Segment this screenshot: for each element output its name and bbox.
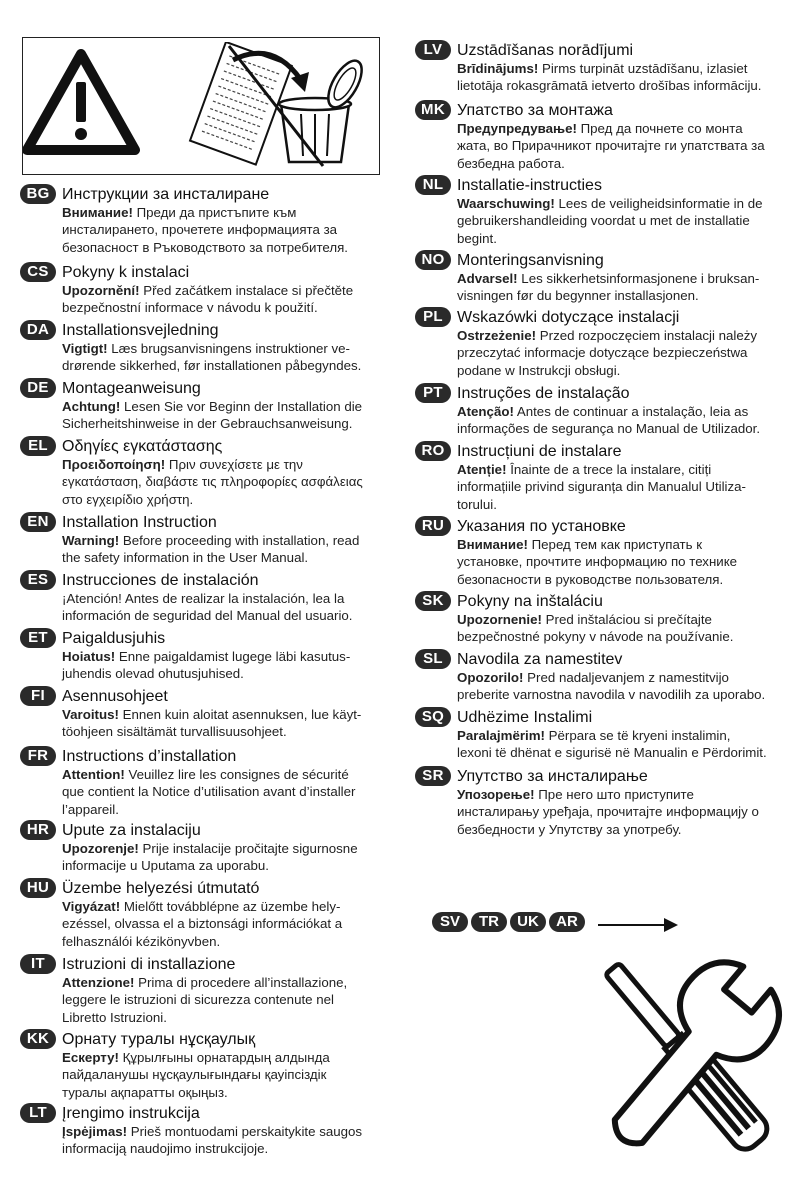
instruction-line-text: безбедна работа. bbox=[457, 155, 565, 171]
instruction-line bbox=[62, 491, 363, 508]
instruction-line-text: Libretto Istruzioni. bbox=[62, 1009, 167, 1025]
warning-word: Ескерту! bbox=[62, 1050, 119, 1065]
instruction-text bbox=[62, 590, 353, 625]
instruction-title: Указания по установке bbox=[457, 518, 626, 535]
instruction-line bbox=[457, 403, 760, 420]
instruction-text bbox=[457, 60, 762, 95]
instruction-line-text: torului. bbox=[457, 496, 497, 512]
instruction-text bbox=[62, 532, 359, 567]
language-badge: NL bbox=[415, 175, 451, 195]
instruction-line bbox=[62, 221, 348, 238]
instruction-text bbox=[457, 727, 767, 762]
instruction-line-text: Pred nadaljevanjem z namestitvijo bbox=[523, 670, 729, 685]
instruction-text bbox=[457, 403, 760, 438]
instruction-line-text: leggere le istruzioni di sicurezza contenute nel bbox=[62, 992, 335, 1008]
instruction-title: Įrengimo instrukcija bbox=[62, 1105, 200, 1122]
instruction-line bbox=[457, 77, 762, 94]
instruction-line-text: visningen før du begynner installasjonen. bbox=[457, 288, 699, 304]
instruction-line bbox=[457, 195, 763, 212]
language-badge: NO bbox=[415, 250, 451, 270]
instruction-text bbox=[62, 706, 361, 741]
instruction-line bbox=[62, 239, 348, 256]
instruction-line bbox=[62, 1066, 330, 1083]
instruction-line bbox=[457, 727, 767, 744]
instruction-line-text: felhasználói kézikönyvben. bbox=[62, 933, 221, 949]
instruction-line-text: Përpara se të kryeni instalimin, bbox=[544, 728, 731, 743]
instruction-line bbox=[457, 821, 759, 838]
warning-word: Advarsel! bbox=[457, 271, 518, 286]
instruction-title: Installation Instruction bbox=[62, 514, 217, 531]
warning-word: Atenție! bbox=[457, 462, 507, 477]
instruction-title: Installatie-instructies bbox=[457, 177, 602, 194]
instruction-line-text: begint. bbox=[457, 230, 497, 246]
instruction-title: Pokyny na inštaláciu bbox=[457, 593, 603, 610]
instruction-line bbox=[457, 536, 737, 553]
instruction-line-text: informacije u Uputama za uporabu. bbox=[62, 858, 269, 874]
instruction-line bbox=[62, 898, 342, 915]
instruction-text bbox=[62, 974, 347, 1026]
warning-word: Upozornenie! bbox=[457, 612, 542, 627]
instruction-title: Οδηγίες εγκατάστασης bbox=[62, 438, 223, 455]
other-languages-badges bbox=[432, 912, 588, 934]
instruction-line bbox=[62, 473, 363, 490]
language-badge: DA bbox=[20, 320, 56, 340]
warning-word: Упозорење! bbox=[457, 787, 535, 802]
instruction-line bbox=[457, 137, 765, 154]
instruction-line-text: туралы ақпаратты оқыңыз. bbox=[62, 1084, 228, 1100]
instruction-line-text: εγκατάσταση, διαβάστε τις πληροφορίες ασφάλειας bbox=[62, 474, 363, 490]
instruction-title: Asennusohjeet bbox=[62, 688, 168, 705]
instruction-line-text: Înainte de a trece la instalare, citiți bbox=[506, 462, 712, 477]
instruction-line-text: Pirms turpināt uzstādīšanu, izlasiet bbox=[538, 61, 748, 76]
language-badge: PL bbox=[415, 307, 451, 327]
instruction-text bbox=[457, 195, 763, 247]
instruction-line bbox=[62, 415, 362, 432]
instruction-line bbox=[457, 212, 763, 229]
instruction-line bbox=[62, 1123, 362, 1140]
instruction-title: Упутство за инсталирање bbox=[457, 768, 648, 785]
instruction-line-text: установке, прочтите информацию по технике bbox=[457, 554, 738, 570]
instruction-line bbox=[457, 270, 759, 287]
instruction-line bbox=[457, 60, 762, 77]
instruction-line bbox=[62, 991, 347, 1008]
instruction-text bbox=[457, 327, 757, 379]
instruction-text bbox=[457, 270, 759, 305]
instruction-line bbox=[62, 801, 355, 818]
instruction-line bbox=[62, 1084, 330, 1101]
instruction-line bbox=[62, 1009, 347, 1026]
instruction-line bbox=[62, 974, 347, 991]
warning-word: Предупредување! bbox=[457, 121, 577, 136]
instruction-text bbox=[62, 1049, 330, 1101]
instruction-line bbox=[62, 665, 350, 682]
instruction-text bbox=[62, 282, 353, 317]
instruction-line bbox=[62, 1140, 362, 1157]
instruction-line-text: безопасност в Ръководството за потребителя. bbox=[62, 239, 348, 255]
warning-word: Προειδοποίηση! bbox=[62, 457, 166, 472]
language-badge: PT bbox=[415, 383, 451, 403]
instruction-line-text: gebruikershandleiding voordat u met de installatie bbox=[457, 213, 750, 229]
instruction-line-text: Ennen kuin aloitat asennuksen, lue käyt- bbox=[118, 707, 362, 722]
instruction-line-text: Mielőtt továbblépne az üzembe hely- bbox=[120, 899, 341, 914]
instruction-line bbox=[457, 571, 737, 588]
warning-word: Внимание! bbox=[62, 205, 133, 220]
warning-word: Opozorilo! bbox=[457, 670, 524, 685]
instruction-text bbox=[62, 840, 358, 875]
instruction-line bbox=[457, 669, 765, 686]
warning-word: Įspėjimas! bbox=[62, 1124, 128, 1139]
instruction-line bbox=[62, 299, 353, 316]
instruction-line bbox=[62, 648, 350, 665]
instruction-line bbox=[457, 120, 765, 137]
language-badge: SR bbox=[415, 766, 451, 786]
instruction-line-text: podane w Instrukcji obsługi. bbox=[457, 362, 621, 378]
instruction-line-text: Pred inštaláciou si prečítajte bbox=[541, 612, 712, 627]
instruction-line bbox=[62, 204, 348, 221]
instruction-line-text: przeczytać informacje dotyczące bezpieczeństwa bbox=[457, 345, 748, 361]
instruction-line-text: Prije instalacije pročitajte sigurnosne bbox=[138, 841, 358, 856]
language-badge: IT bbox=[20, 954, 56, 974]
instruction-title: Udhëzime Instalimi bbox=[457, 709, 593, 726]
language-badge: SK bbox=[415, 591, 451, 611]
instruction-line-text: Læs brugsanvisningens instruktioner ve- bbox=[107, 341, 350, 356]
instruction-line bbox=[62, 398, 362, 415]
instruction-line bbox=[62, 706, 361, 723]
instruction-line bbox=[62, 607, 353, 624]
instruction-line bbox=[62, 532, 359, 549]
instruction-title: Paigaldusjuhis bbox=[62, 630, 166, 647]
instruction-line-text: Құрылғыны орнатардың алдында bbox=[118, 1050, 330, 1065]
instruction-line bbox=[457, 786, 759, 803]
instruction-title: Упатство за монтажа bbox=[457, 102, 613, 119]
language-badge: FI bbox=[20, 686, 56, 706]
instruction-line-text: informațiile privind siguranța din Manualul Utiliza- bbox=[457, 479, 746, 495]
instruction-line-text: Les sikkerhetsinformasjonene i bruksan- bbox=[517, 271, 760, 286]
instruction-line-text: the safety information in the User Manual. bbox=[62, 550, 309, 566]
warning-word: Upozornění! bbox=[62, 283, 140, 298]
instruction-line-text: Veuillez lire les consignes de sécurité bbox=[124, 767, 349, 782]
instruction-line-text: Prieš montuodami perskaitykite saugos bbox=[127, 1124, 363, 1139]
instruction-line bbox=[62, 282, 353, 299]
instruction-line-text: lietotāja rokasgrāmatā ietverto drošības informāciju. bbox=[457, 78, 762, 94]
instruction-line bbox=[62, 590, 353, 607]
manual-to-bin-icon bbox=[173, 42, 373, 172]
instruction-line-text: lexoni të dhënat e sigurisë në Manualin e Përdorimit. bbox=[457, 745, 767, 761]
warning-word: Upozorenje! bbox=[62, 841, 139, 856]
instruction-line-text: ¡Atención! Antes de realizar la instalación, lea la bbox=[62, 591, 345, 606]
instruction-line-text: bezpečnostní informace v návodu k použití. bbox=[62, 300, 318, 316]
instruction-line bbox=[62, 1049, 330, 1066]
language-badge: LV bbox=[415, 40, 451, 60]
instruction-line-text: пайдаланушы нұсқаулығындағы қауіпсіздік bbox=[62, 1067, 327, 1083]
instruction-text bbox=[62, 766, 355, 818]
instruction-text bbox=[62, 898, 342, 950]
instruction-text bbox=[457, 461, 746, 513]
instruction-line bbox=[457, 420, 760, 437]
instruction-text bbox=[457, 786, 759, 838]
instruction-line-text: безбедности у Упутству за употребу. bbox=[457, 821, 682, 837]
warning-word: Attention! bbox=[62, 767, 125, 782]
instruction-line bbox=[457, 686, 765, 703]
language-badge-ar: AR bbox=[549, 912, 585, 932]
instruction-line bbox=[62, 933, 342, 950]
instruction-title: Istruzioni di installazione bbox=[62, 956, 236, 973]
instruction-line-text: Lees de veiligheidsinformatie in de bbox=[554, 196, 763, 211]
instruction-line bbox=[62, 549, 359, 566]
instruction-line-text: preberite varnostna navodila v navodilih za uporabo. bbox=[457, 687, 766, 703]
warning-word: Ostrzeżenie! bbox=[457, 328, 537, 343]
language-badge: RU bbox=[415, 516, 451, 536]
warning-word: Brīdinājums! bbox=[457, 61, 539, 76]
instruction-title: Montageanweisung bbox=[62, 380, 201, 397]
language-badge: HU bbox=[20, 878, 56, 898]
instruction-line-text: Преди да пристъпите към bbox=[132, 205, 297, 220]
instruction-title: Instructions d’installation bbox=[62, 748, 237, 765]
instruction-line-text: инсталирању уређаја, прочитајте информацију о bbox=[457, 804, 759, 820]
instruction-line-text: que contient la Notice d’utilisation avant d’installer bbox=[62, 784, 356, 800]
instruction-line-text: informaciją naudojimo instrukcijoje. bbox=[62, 1141, 269, 1157]
instruction-line-text: Before proceeding with installation, read bbox=[119, 533, 360, 548]
instruction-line-text: l’appareil. bbox=[62, 801, 119, 817]
language-badge-sv: SV bbox=[432, 912, 468, 932]
instruction-line bbox=[457, 611, 733, 628]
instruction-title: Upute za instalaciju bbox=[62, 822, 201, 839]
warning-word: Waarschuwing! bbox=[457, 196, 555, 211]
warning-word: Warning! bbox=[62, 533, 120, 548]
instruction-line-text: ezéssel, olvassa el a biztonsági információkat a bbox=[62, 916, 343, 932]
instruction-line bbox=[62, 723, 361, 740]
warning-word: Vigyázat! bbox=[62, 899, 121, 914]
instruction-text bbox=[62, 456, 363, 508]
instruction-line bbox=[62, 857, 358, 874]
instruction-line bbox=[457, 744, 767, 761]
warning-word: Atenção! bbox=[457, 404, 514, 419]
instruction-line bbox=[62, 840, 358, 857]
instruction-line-text: Пре него што приступите bbox=[534, 787, 694, 802]
instruction-line-text: bezpečnostné pokyny v návode na používanie. bbox=[457, 629, 734, 645]
instruction-text bbox=[62, 648, 350, 683]
language-badge: BG bbox=[20, 184, 56, 204]
instruction-line bbox=[62, 340, 361, 357]
instruction-title: Uzstādīšanas norādījumi bbox=[457, 42, 634, 59]
instruction-text bbox=[457, 120, 765, 172]
instruction-line bbox=[62, 915, 342, 932]
instruction-line bbox=[457, 496, 746, 513]
language-badge: DE bbox=[20, 378, 56, 398]
instruction-text bbox=[62, 340, 361, 375]
instruction-line bbox=[457, 327, 757, 344]
instruction-line bbox=[457, 344, 757, 361]
language-badge: MK bbox=[415, 100, 451, 120]
warning-word: Varoitus! bbox=[62, 707, 119, 722]
instruction-line bbox=[62, 456, 363, 473]
instruction-line-text: juhendis olevad ohutusjuhised. bbox=[62, 666, 244, 682]
instruction-line-text: Enne paigaldamist lugege läbi kasutus- bbox=[115, 649, 351, 664]
instruction-line bbox=[457, 628, 733, 645]
warning-word: Achtung! bbox=[62, 399, 121, 414]
language-badge: SQ bbox=[415, 707, 451, 727]
instruction-title: Üzembe helyezési útmutató bbox=[62, 880, 260, 897]
right-arrow-icon bbox=[598, 915, 680, 935]
language-badge: ES bbox=[20, 570, 56, 590]
wrench-screwdriver-icon bbox=[570, 950, 790, 1180]
instruction-text bbox=[457, 611, 733, 646]
instruction-line bbox=[457, 155, 765, 172]
instruction-line-text: Πριν συνεχίσετε με την bbox=[165, 457, 303, 472]
instruction-line-text: Antes de continuar a instalação, leia as bbox=[513, 404, 749, 419]
instruction-line-text: Lesen Sie vor Beginn der Installation die bbox=[120, 399, 363, 414]
instruction-title: Инструкции за инсталиране bbox=[62, 186, 270, 203]
instruction-line-text: инсталирането, прочетете информацията за bbox=[62, 222, 338, 238]
language-badge: EN bbox=[20, 512, 56, 532]
instruction-line bbox=[457, 362, 757, 379]
instruction-line bbox=[457, 478, 746, 495]
language-badge: RO bbox=[415, 441, 451, 461]
instruction-line-text: información de seguridad del Manual del usuario. bbox=[62, 608, 353, 624]
instruction-line-text: informações de segurança no Manual de Utilizador. bbox=[457, 421, 761, 437]
instruction-line-text: Перед тем как приступать к bbox=[527, 537, 703, 552]
instruction-text bbox=[457, 669, 765, 704]
language-badge: CS bbox=[20, 262, 56, 282]
instruction-line bbox=[457, 461, 746, 478]
language-badge-tr: TR bbox=[471, 912, 507, 932]
instruction-line bbox=[457, 287, 759, 304]
instruction-line bbox=[62, 766, 355, 783]
warning-word: Attenzione! bbox=[62, 975, 135, 990]
instruction-line-text: töohjeen sisältämät turvallisuusohjeet. bbox=[62, 724, 287, 740]
instruction-line bbox=[62, 357, 361, 374]
instruction-line-text: Prima di procedere all’installazione, bbox=[134, 975, 348, 990]
warning-illustration-box bbox=[22, 37, 380, 175]
instruction-line bbox=[457, 803, 759, 820]
warning-word: Paralajmërim! bbox=[457, 728, 545, 743]
instruction-title: Pokyny k instalaci bbox=[62, 264, 190, 281]
language-badge: LT bbox=[20, 1103, 56, 1123]
instruction-title: Instrucțiuni de instalare bbox=[457, 443, 622, 460]
instruction-title: Instrucciones de instalación bbox=[62, 572, 259, 589]
instruction-line bbox=[457, 230, 763, 247]
warning-word: Vigtigt! bbox=[62, 341, 108, 356]
instruction-line-text: Пред да почнете со монта bbox=[576, 121, 743, 136]
language-badge: KK bbox=[20, 1029, 56, 1049]
language-badge: ET bbox=[20, 628, 56, 648]
instruction-line-text: жата, во Прирачникот прочитајте ги упатствата за bbox=[457, 138, 765, 154]
warning-word: Внимание! bbox=[457, 537, 528, 552]
instruction-line bbox=[457, 553, 737, 570]
language-badge: EL bbox=[20, 436, 56, 456]
instruction-text bbox=[62, 1123, 362, 1158]
instruction-line-text: Sicherheitshinweise in der Gebrauchsanweisung. bbox=[62, 416, 353, 432]
instruction-title: Installationsvejledning bbox=[62, 322, 219, 339]
instruction-title: Monteringsanvisning bbox=[457, 252, 604, 269]
instruction-text bbox=[62, 398, 362, 433]
language-badge: HR bbox=[20, 820, 56, 840]
instruction-title: Орнату туралы нұсқаулық bbox=[62, 1031, 256, 1048]
instruction-text bbox=[457, 536, 737, 588]
instruction-line-text: безопасности в руководстве пользователя. bbox=[457, 571, 724, 587]
instruction-line bbox=[62, 783, 355, 800]
instruction-title: Wskazówki dotyczące instalacji bbox=[457, 309, 680, 326]
instruction-text bbox=[62, 204, 348, 256]
instruction-line-text: drørende sikkerhed, før installationen påbegyndes. bbox=[62, 358, 362, 374]
instruction-line-text: Przed rozpoczęciem instalacji należy bbox=[536, 328, 758, 343]
language-badge: FR bbox=[20, 746, 56, 766]
instruction-title: Navodila za namestitev bbox=[457, 651, 623, 668]
instruction-line-text: στο εγχειρίδιο χρήστη. bbox=[62, 491, 194, 507]
language-badge-uk: UK bbox=[510, 912, 546, 932]
instruction-line-text: Před začátkem instalace si přečtěte bbox=[139, 283, 354, 298]
warning-word: Hoiatus! bbox=[62, 649, 116, 664]
instruction-title: Instruções de instalação bbox=[457, 385, 630, 402]
language-badge: SL bbox=[415, 649, 451, 669]
